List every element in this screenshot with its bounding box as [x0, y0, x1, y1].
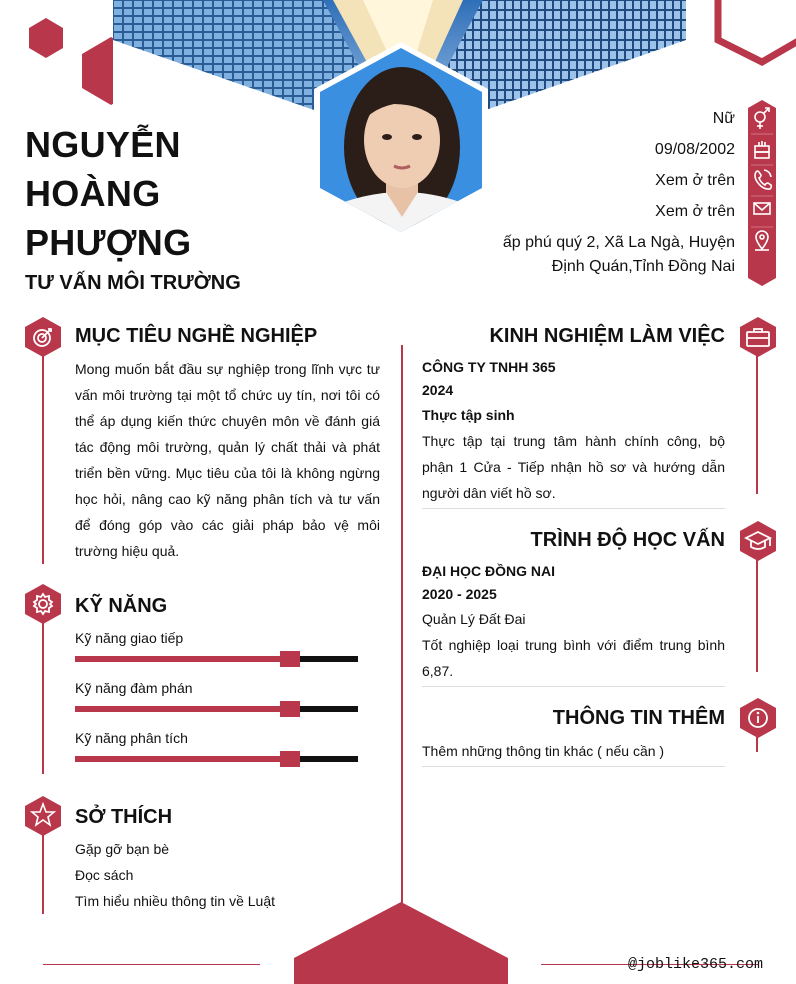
center-divider — [401, 345, 403, 905]
star-icon — [24, 795, 62, 837]
skill-label-negotiation: Kỹ năng đàm phán — [75, 680, 193, 696]
extra-timeline-line — [756, 736, 758, 752]
skill-label-analysis: Kỹ năng phân tích — [75, 730, 188, 746]
hobbies-title: SỞ THÍCH — [75, 806, 173, 828]
extra-text: Thêm những thông tin khác ( nếu cần ) — [422, 743, 665, 759]
experience-timeline-line — [756, 356, 758, 494]
contact-icon-strip — [748, 100, 776, 286]
footer-line-left — [43, 964, 260, 965]
footer-hexagon — [294, 902, 508, 984]
experience-period: 2024 — [422, 382, 454, 398]
skill-bar-communication — [75, 656, 358, 662]
objective-title: MỤC TIÊU NGHỀ NGHIỆP — [75, 325, 318, 347]
extra-title: THÔNG TIN THÊM — [552, 707, 725, 729]
education-separator — [422, 686, 725, 687]
address-value: ấp phú quý 2, Xã La Ngà, Huyện Định Quán,Tỉnh Đồng Nai — [502, 234, 735, 275]
experience-role: Thực tập sinh — [422, 407, 515, 423]
skill-label-communication: Kỹ năng giao tiếp — [75, 630, 184, 646]
education-major: Quản Lý Đất Đai — [422, 611, 526, 627]
profile-photo — [314, 42, 488, 238]
decor-hexagon-small — [28, 18, 64, 58]
objective-timeline-line — [42, 356, 44, 564]
briefcase-icon — [739, 316, 777, 358]
gear-icon — [24, 583, 62, 625]
full-name-line-2: HOÀNG — [25, 173, 161, 214]
birthday-value: 09/08/2002 — [654, 141, 735, 158]
email-value: Xem ở trên — [655, 203, 735, 220]
objective-text: Mong muốn bắt đầu sự nghiệp trong lĩnh vực tư vấn môi trường tại một tổ chức uy tín, nơi tôi có thể áp dụng kiến thức chuyên môn về đánh giá tác động môi trường, quản lý chất thải và phát triển bền vững. Mục tiêu của tôi là không ngừng học hỏi, nâng cao kỹ năng phân tích và tư vấn để đóng góp vào các giải pháp bảo vệ môi trường hiệu quả. — [75, 361, 380, 559]
education-period: 2020 - 2025 — [422, 586, 497, 602]
job-title: TƯ VẤN MÔI TRƯỜNG — [25, 272, 241, 294]
experience-description: Thực tập tại trung tâm hành chính công, bộ phận 1 Cửa - Tiếp nhận hồ sơ và hướng dẫn người dân viết hồ sơ. — [422, 433, 725, 501]
hobby-item: Đọc sách — [75, 867, 134, 883]
hobby-item: Gặp gỡ bạn bè — [75, 841, 170, 857]
graduation-cap-icon — [739, 520, 777, 562]
watermark: @joblike365.com — [628, 956, 764, 973]
skills-title: KỸ NĂNG — [75, 595, 168, 617]
education-school: ĐẠI HỌC ĐỒNG NAI — [422, 563, 555, 579]
info-icon — [739, 697, 777, 739]
extra-separator — [422, 766, 725, 767]
gender-value: Nữ — [712, 110, 735, 127]
education-description: Tốt nghiệp loại trung bình với điểm trung bình 6,87. — [422, 637, 725, 679]
experience-title: KINH NGHIỆM LÀM VIỆC — [489, 325, 725, 347]
skill-bar-analysis — [75, 756, 358, 762]
full-name-line-3: PHƯỢNG — [25, 222, 192, 263]
experience-company: CÔNG TY TNHH 365 — [422, 359, 556, 375]
education-timeline-line — [756, 560, 758, 672]
phone-value: Xem ở trên — [655, 172, 735, 189]
skills-timeline-line — [42, 622, 44, 774]
hobbies-timeline-line — [42, 834, 44, 914]
full-name-line-1: NGUYỄN — [25, 124, 181, 165]
target-icon — [24, 316, 62, 358]
experience-separator — [422, 508, 725, 509]
skill-bar-negotiation — [75, 706, 358, 712]
hobby-item: Tìm hiểu nhiều thông tin về Luật — [75, 893, 276, 909]
decor-hexagon-outline — [700, 0, 796, 70]
education-title: TRÌNH ĐỘ HỌC VẤN — [530, 529, 725, 551]
